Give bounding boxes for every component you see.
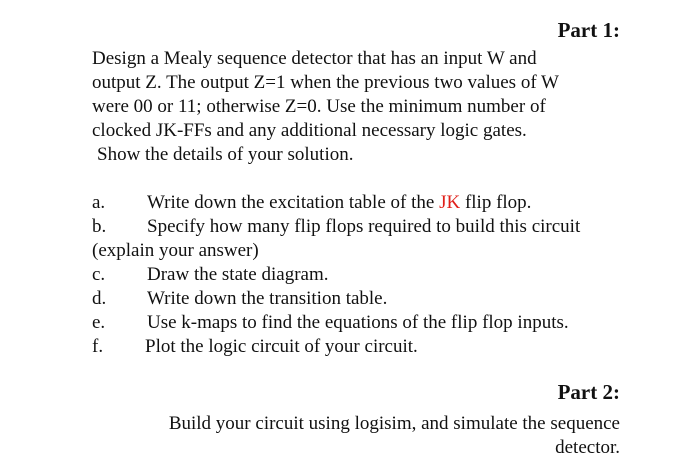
list-marker: f. [92,336,104,357]
list-item-text: Use k-maps to find the equations of the flip flop inputs. [147,312,569,333]
list-item-text: Write down the transition table. [147,288,388,309]
list-marker: b. [92,216,107,237]
paragraph-line: clocked JK-FFs and any additional necessary logic gates. [92,120,527,141]
list-item-text-before: Write down the excitation table of the [147,192,440,213]
list-item-text: Plot the logic circuit of your circuit. [145,336,418,357]
paragraph-line: Build your circuit using logisim, and simulate the sequence [168,413,620,434]
paragraph-line: output Z. The output Z=1 when the previous two values of W [92,72,559,93]
part2-heading: Part 2: [557,380,620,404]
list-item-text: Draw the state diagram. [147,264,329,285]
paragraph-line: were 00 or 11; otherwise Z=0. Use the minimum number of [92,96,546,117]
list-item-text: Specify how many flip flops required to build this circuit [147,216,581,237]
paragraph-line: detector. [555,437,620,458]
jk-highlight: JK [439,192,461,213]
list-marker: d. [92,288,107,309]
paragraph-line: Show the details of your solution. [97,144,354,165]
list-item-continuation: (explain your answer) [92,240,259,261]
part1-heading: Part 1: [557,18,620,42]
list-item-text-after: flip flop. [460,192,532,213]
list-marker: e. [92,312,106,333]
list-item-text [147,191,531,215]
list-marker: c. [92,264,106,285]
list-marker: a. [92,192,106,213]
paragraph-line: Design a Mealy sequence detector that has an input W and [92,48,537,69]
